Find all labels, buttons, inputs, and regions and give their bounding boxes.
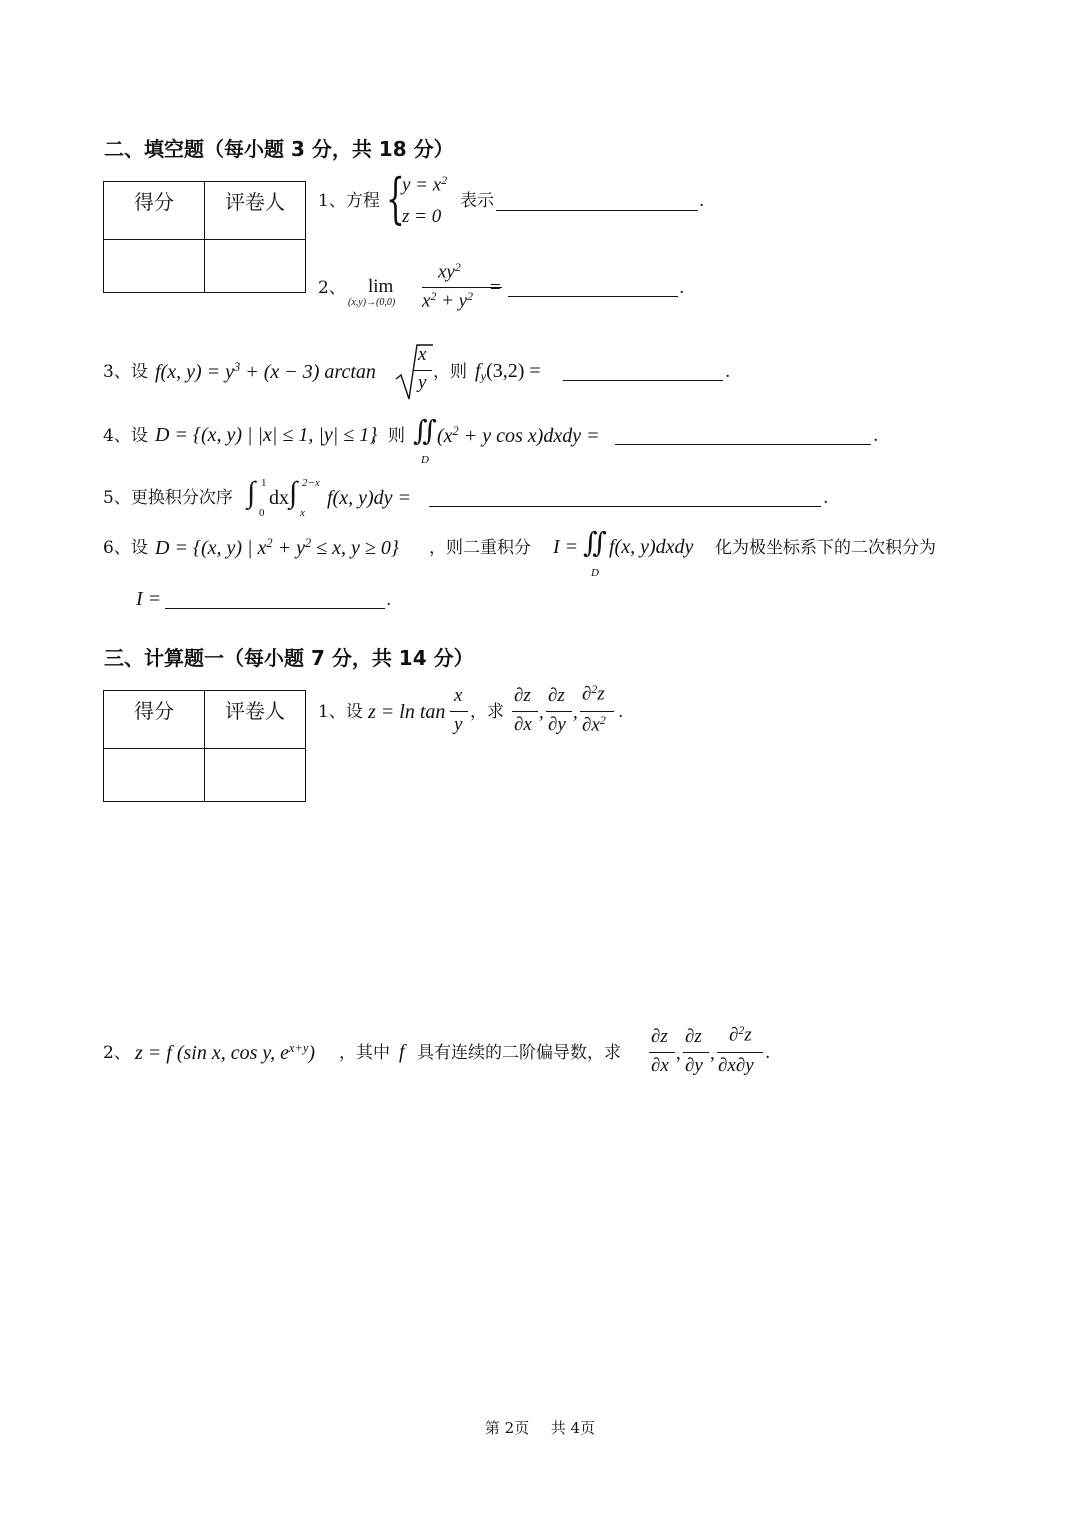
q2-lim-sub: (x,y)→(0,0): [348, 297, 396, 308]
grader-cell[interactable]: [205, 240, 306, 293]
q2-numer: $xy^2$: [438, 261, 461, 283]
score-header: 得分: [104, 691, 205, 749]
score-cell[interactable]: [104, 749, 205, 802]
section3-heading: 三、计算题一（每小题 7 分，共 14 分）: [104, 646, 474, 670]
section3-score-table: [103, 690, 306, 802]
q3-label: 3、设: [103, 362, 148, 382]
q1-eq1: $y = x^2$: [402, 174, 448, 196]
answer-blank-3[interactable]: [563, 379, 723, 381]
grader-cell[interactable]: [205, 749, 306, 802]
s3-q1-expr: z = ln tan: [368, 701, 446, 723]
q2-lim: lim: [368, 276, 394, 297]
q6-set: D = {(x, y) | $x^2 + y^2 \le x$, y ≥ 0}: [155, 536, 399, 559]
q2-label: 2、: [318, 278, 346, 298]
answer-blank-6[interactable]: [165, 607, 385, 609]
q4-set: D = {(x, y) | |x| ≤ 1, |y| ≤ 1}: [155, 424, 378, 446]
q6-integrand: f(x, y)dxdy: [609, 536, 694, 558]
q6-label: 6、设: [103, 538, 148, 558]
grader-header: 评卷人: [205, 691, 306, 749]
score-header: 得分: [104, 182, 205, 240]
q5-integrand: f(x, y)dy =: [327, 487, 412, 509]
q3-frac-den: y: [418, 372, 427, 393]
integral-icon: ∫: [247, 476, 256, 509]
brace-icon: {: [386, 167, 405, 230]
q3-frac-num: x: [418, 344, 427, 365]
q2-denom: $x^2 + y^2$: [422, 290, 473, 312]
double-integral-icon: ∬: [583, 528, 607, 559]
section2-heading: 二、填空题（每小题 3 分，共 18 分）: [104, 137, 454, 161]
grader-header: 评卷人: [205, 182, 306, 240]
q1-tail: 表示: [460, 191, 494, 211]
q4-label: 4、设: [103, 426, 148, 446]
s3-q1-label: 1、设: [318, 702, 363, 722]
answer-blank-5[interactable]: [429, 505, 821, 507]
q1-eq2: z = 0: [402, 206, 442, 227]
section2-score-table: [103, 181, 306, 293]
total-pages: 共 4页: [550, 1419, 596, 1437]
page-footer: [0, 1417, 1080, 1438]
q5-label: 5、更换积分次序: [103, 488, 233, 508]
answer-blank-4[interactable]: [615, 443, 871, 445]
s3-q2-expr: z = f (sin x, cos y, $e^{x+y}$): [135, 1041, 316, 1064]
q3-expr: f(x, $y) = y^3 + (x - 3)$ arctan: [155, 360, 376, 383]
answer-blank-2[interactable]: [508, 295, 678, 297]
double-integral-icon: ∬: [413, 416, 437, 447]
sqrt-icon: [395, 343, 435, 401]
q3-fy: $f_y(3,2)$ =: [475, 360, 541, 384]
q4-integrand: ($x^2 + y$ cos x)dxdy =: [437, 424, 600, 447]
score-cell[interactable]: [104, 240, 205, 293]
s2-question-6: 6、设 D = {(x, y) | $x^2 + y^2 \le x$, y ≥ 0} ，则二重积分 I = ∬ D f(x, y)dxdy 化为极坐标系下的二次积分为: [103, 528, 936, 579]
q1-label: 1、方程: [318, 191, 380, 211]
answer-blank-1[interactable]: [496, 209, 698, 211]
page-number: 第 2页: [484, 1419, 530, 1437]
s3-q2-label: 2、: [103, 1043, 131, 1063]
integral-icon: ∫: [289, 476, 298, 509]
